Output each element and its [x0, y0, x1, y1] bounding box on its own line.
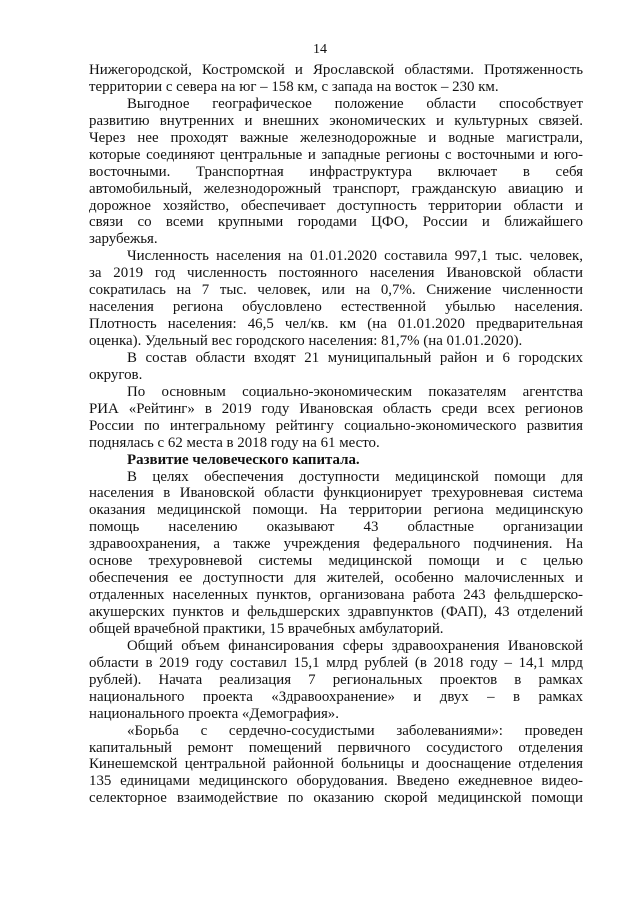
text-line: Общий объем финансирования сферы здравоохранения Ивановской [127, 637, 583, 654]
text-line: По основным социально-экономическим показателям агентства [127, 383, 583, 400]
text-line: дорожное хозяйство, обеспечивает доступность территории области и [89, 197, 583, 214]
text-line: Выгодное географическое положение области способствует [127, 95, 583, 112]
text-line: акушерских пунктов и фельдшерских здравпунктов (ФАП), 43 отделений [89, 604, 583, 620]
text-line: за 2019 год численность постоянного населения Ивановской области [89, 265, 583, 282]
text-line: России по интегральному рейтингу социально-экономического развития [89, 417, 583, 434]
text-line: обеспечения ее доступности для жителей, особенно малочисленных и [89, 570, 583, 587]
text-line: национального проекта «Здравоохранение» и двух – в рамках [89, 688, 583, 705]
text-line: помощь населению оказывают 43 областные организации [89, 519, 583, 536]
text-line: автомобильный, железнодорожный транспорт, гражданскую авиацию и [89, 180, 583, 197]
text-line: округов. [89, 366, 143, 383]
text-line: территории с севера на юг – 158 км, с запада на восток – 230 км. [89, 78, 499, 95]
text-line: зарубежья. [89, 231, 158, 248]
text-line: поднялась с 62 места в 2018 году на 61 место. [89, 434, 380, 451]
text-line: 135 единицами медицинского оборудования. Введено ежедневное видео- [89, 773, 583, 790]
text-line: Кинешемской центральной районной больницы и дооснащение отделения [89, 756, 583, 773]
text-line: развитию внутренних и внешних экономических и культурных связей. [89, 112, 583, 129]
text-line: селекторное взаимодействие по оказанию скорой медицинской помощи [89, 790, 583, 807]
text-line: области в 2019 году составил 15,1 млрд рублей (в 2018 году – 14,1 млрд [89, 654, 583, 671]
text-line: рублей). Начата реализация 7 региональных проектов в рамках [89, 671, 583, 688]
text-line: оценка). Удельный вес городского населения: 81,7% (на 01.01.2020). [89, 333, 523, 349]
text-line: В целях обеспечения доступности медицинской помощи для [127, 468, 583, 485]
text-line: Численность населения на 01.01.2020 составила 997,1 тыс. человек, [127, 248, 583, 265]
text-line: населения в Ивановской области функционирует трехуровневая система [89, 485, 583, 502]
text-line: капитальный ремонт помещений первичного сосудистого отделения [89, 739, 583, 756]
text-line: населения региона обусловлено естественной убылью населения. [89, 299, 583, 316]
page-number: 14 [313, 42, 327, 57]
text-line: РИА «Рейтинг» в 2019 году Ивановская область среди всех регионов [89, 400, 583, 417]
text-line: связи со всеми крупными городами ЦФО, России и ближайшего [89, 214, 583, 231]
section-heading: Развитие человеческого капитала. [127, 451, 360, 468]
text-line: Через нее проходят важные железнодорожные и водные магистрали, [89, 129, 583, 146]
text-line: отдаленных населенных пунктов, организована работа 243 фельдшерско- [89, 587, 583, 604]
text-line: Нижегородской, Костромской и Ярославской областями. Протяженность [89, 62, 583, 78]
text-line: основе трехуровневой системы медицинской помощи и с целью [89, 553, 583, 570]
text-line: восточными. Транспортная инфраструктура включает в себя [89, 163, 583, 180]
text-line: национального проекта «Демография». [89, 705, 339, 722]
text-line: оказания медицинской помощи. На территории региона медицинскую [89, 502, 583, 519]
text-line: В состав области входят 21 муниципальный район и 6 городских [127, 349, 583, 366]
text-line: Плотность населения: 46,5 чел/кв. км (на 01.01.2020 предварительная [89, 316, 583, 333]
text-line: здравоохранения, а также учреждения федерального подчинения. На [89, 536, 583, 553]
text-line: сократилась на 7 тыс. человек, или на 0,7%. Снижение численности [89, 282, 583, 299]
text-line: «Борьба с сердечно-сосудистыми заболеваниями»: проведен [127, 722, 583, 739]
text-line: которые соединяют центральные и западные регионы с восточными и юго- [89, 146, 583, 163]
body-text [89, 62, 583, 807]
text-line: общей врачебной практики, 15 врачебных амбулаторий. [89, 620, 444, 637]
